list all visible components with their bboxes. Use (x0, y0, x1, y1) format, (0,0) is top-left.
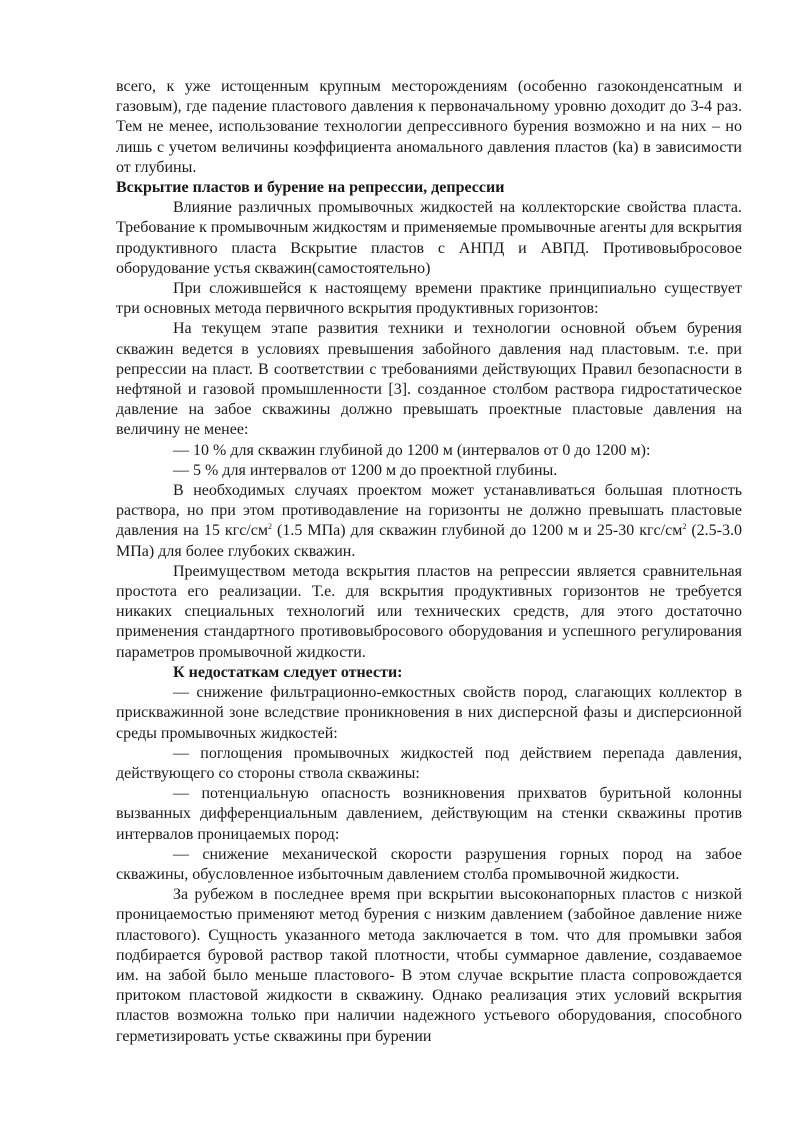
list-item-5-percent: — 5 % для интервалов от 1200 м до проектной глубины. (173, 461, 558, 479)
paragraph-intro-continuation: всего, к уже истощенным крупным месторождениям (особенно газоконденсатным и газовым), где падение пластового давления к первоначальному уровню доходит до 3-4 раз. Тем не менее, использование технологии депрессивного бурения возможно и на них – но лишь с учетом величины коэффициента аномального давления пластов (ka) в зависимости от глубины. (116, 78, 742, 176)
paragraph-mud-density (116, 481, 742, 562)
superscript-2: 2 (682, 522, 687, 532)
section-heading: Вскрытие пластов и бурение на репрессии, депрессии (116, 179, 505, 197)
disadvantage-item-3: — потенциальную опасность возникновения прихватов буритьной колонны вызванных дифференциальным давлением, действующим на стенки скважины против интервалов проницаемых пород: (116, 785, 742, 843)
paragraph-advantages: Преимуществом метода вскрытия пластов на репрессии является сравнительная простота его реализации. Т.е. для вскрытия продуктивных горизонтов не требуется никаких специальных технологий или технических средств, для этого достаточно применения стандартного противовыбросового оборудования и успешного регулирования параметров промывочной жидкости. (116, 562, 742, 661)
superscript-2: 2 (267, 522, 272, 532)
paragraph-fluids-influence: Влияние различных промывочных жидкостей на коллекторские свойства пласта. Требование к промывочным жидкостям и применяемые промывочные агенты для вскрытия продуктивного пласта Вскрытие пластов с АНПД и АВПД. Противовыбросовое оборудование устья скважин(самостоятельно) (116, 199, 742, 277)
disadvantages-heading: К недостаткам следует отнести: (173, 663, 403, 681)
disadvantage-item-2: — поглощения промывочных жидкостей под действием перепада давления, действующего со стороны ствола скважины: (116, 744, 742, 782)
mud-density-text-c: (2.5-3.0 МПа) для более глубоких скважин. (116, 522, 743, 560)
list-item-10-percent: — 10 % для скважин глубиной до 1200 м (интервалов от 0 до 1200 м): (173, 441, 651, 459)
mud-density-text-a: В необходимых случаях проектом может устанавливаться большая плотность раствора, но при этом противодавление на горизонты не должно превышать пластовые давления на 15 кгс/см (116, 482, 742, 540)
paragraph-repression-drilling: На текущем этапе развития техники и технологии основной объем бурения скважин ведется в условиях превышения забойного давления над пластовым. т.е. при репрессии на пласт. В соответствии с требованиями действующих Правил безопасности в нефтяной и газовой промышленности [3]. созданное столбом раствора гидростатическое давление на забое скважины должно превышать проектные пластовые давления на величину не менее: (116, 320, 742, 439)
disadvantage-item-1: — снижение фильтрационно-емкостных свойств пород, слагающих коллектор в прискважинной зоне вследствие проникновения в них дисперсной фазы и дисперсионной среды промывочных жидкостей: (116, 684, 742, 742)
mud-density-text-b: (1.5 МПа) для скважин глубиной до 1200 м и 25-30 кгс/см (271, 522, 683, 540)
disadvantage-item-4: — снижение механической скорости разрушения горных пород на забое скважины, обусловленное избыточным давлением столба промывочной жидкости. (116, 845, 742, 883)
paragraph-three-methods: При сложившейся к настоящему времени практике принципиально существует три основных метода первичного вскрытия продуктивных горизонтов: (116, 280, 742, 318)
paragraph-underbalanced-drilling: За рубежом в последнее время при вскрытии высоконапорных пластов с низкой проницаемостью применяют метод бурения с низким давлением (забойное давление ниже пластового). Сущность указанного метода заключается в том. что для промывки забоя подбирается буровой раствор такой плотности, чтобы суммарное давление, создаваемое им. на забой было меньше пластового- В этом случае вскрытие пласта сопровождается притоком пластовой жидкости в скважину. Однако реализация этих условий вскрытия пластов возможна только при наличии надежного устьевого оборудования, способного герметизировать устье скважины при бурении (116, 886, 742, 1045)
